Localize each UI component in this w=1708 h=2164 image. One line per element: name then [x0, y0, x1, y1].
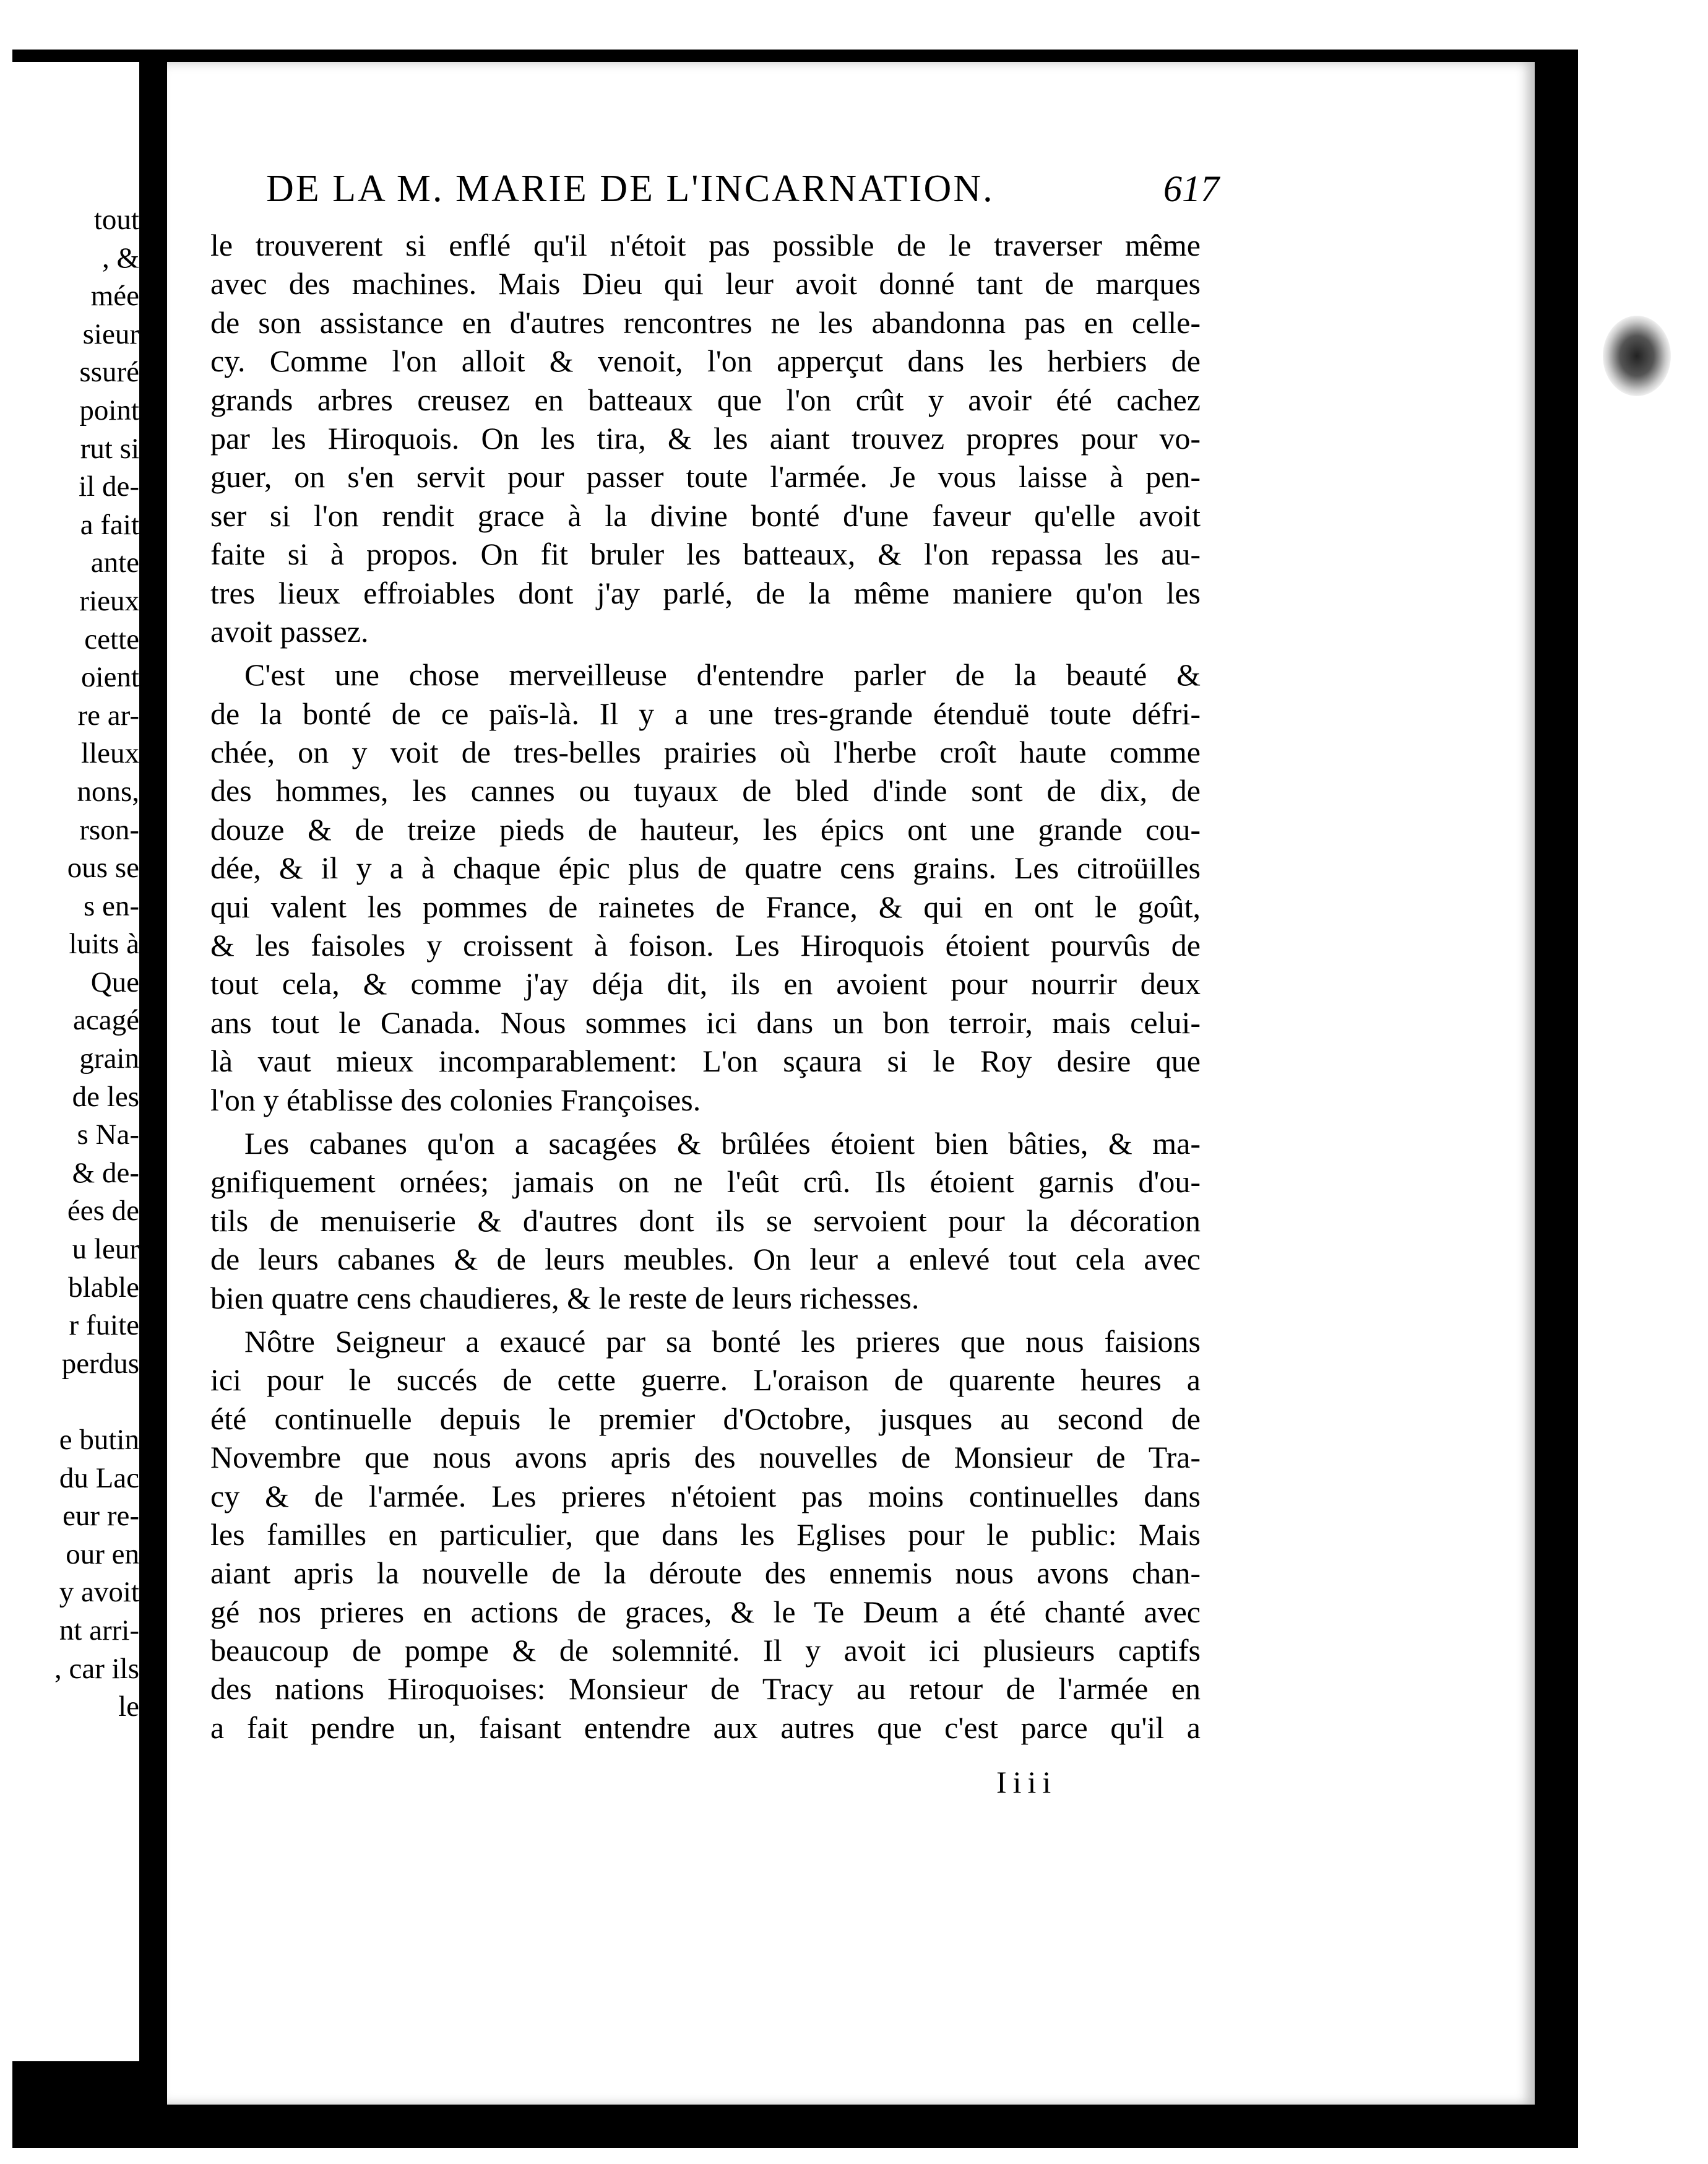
left-page-line: eur re-: [63, 1500, 139, 1533]
text-line: grands arbres creusez en batteaux que l'on crût y avoir été cachez: [210, 382, 1201, 417]
left-page-line: acagé: [73, 1004, 139, 1037]
text-line: & les faisoles y croissent à foison. Les Hiroquois étoient pourvûs de: [210, 928, 1201, 963]
left-page-line: ssuré: [79, 356, 139, 389]
text-line: tout cela, & comme j'ay déja dit, ils en avoient pour nourrir deux: [210, 966, 1201, 1002]
left-page-line: u leur: [72, 1233, 139, 1266]
text-line: beaucoup de pompe & de solemnité. Il y avoit ici plusieurs captifs: [210, 1633, 1201, 1668]
left-page-line: re ar-: [77, 699, 139, 732]
text-line: là vaut mieux incomparablement: L'on sçaura si le Roy desire que: [210, 1044, 1201, 1079]
left-page-line: e butin: [59, 1424, 139, 1456]
left-page-line: mée: [90, 280, 139, 313]
page-number: 617: [1163, 168, 1219, 209]
left-page-line: y avoit: [59, 1576, 139, 1609]
text-line: par les Hiroquois. On les tira, & les aiant trouvez propres pour vo-: [210, 420, 1201, 456]
paragraph: [210, 1124, 1201, 1317]
running-head-title: DE LA M. MARIE DE L'INCARNATION.: [266, 168, 994, 210]
left-page-line: il de-: [79, 470, 139, 503]
text-line: les familles en particulier, que dans les Eglises pour le public: Mais: [210, 1517, 1201, 1552]
left-page-lines: [54, 201, 139, 1726]
text-line: des hommes, les cannes ou tuyaux de bled d'inde sont de dix, de: [210, 773, 1201, 808]
ink-blot: [1603, 316, 1671, 396]
body-text: [210, 226, 1201, 1747]
text-line: C'est une chose merveilleuse d'entendre parler de la beauté &: [244, 657, 1201, 693]
left-page-line: rson-: [79, 813, 139, 846]
text-line: cy & de l'armée. Les prieres n'étoient pas moins continuelles dans: [210, 1478, 1201, 1513]
text-line: avec des machines. Mais Dieu qui leur avoit donné tant de marques: [210, 266, 1201, 301]
text-line: cy. Comme l'on alloit & venoit, l'on apperçut dans les herbiers de: [210, 344, 1201, 379]
running-head: [266, 167, 1219, 211]
text-line: gé nos prieres en actions de graces, & le Te Deum a été chanté avec: [210, 1594, 1201, 1629]
left-page-line: s Na-: [77, 1119, 139, 1151]
left-page-line: nons,: [77, 775, 139, 808]
text-line: Les cabanes qu'on a sacagées & brûlées étoient bien bâties, & ma-: [244, 1125, 1201, 1161]
text-line: Nôtre Seigneur a exaucé par sa bonté les prieres que nous faisions: [244, 1323, 1201, 1359]
left-page-line: du Lac: [59, 1461, 139, 1494]
text-line: douze & de treize pieds de hauteur, les épics ont une grande cou-: [210, 811, 1201, 847]
left-page-line: Que: [90, 966, 139, 998]
text-line: tres lieux effroiables dont j'ay parlé, de la même maniere qu'on les: [210, 575, 1201, 610]
left-page-line: sieur: [82, 318, 139, 350]
left-page-line: , car ils: [54, 1652, 139, 1685]
left-page-line: ante: [90, 547, 139, 579]
left-page-line: nt arri-: [59, 1614, 139, 1647]
left-page-line: our en: [66, 1538, 139, 1570]
left-page-line: ées de: [67, 1195, 139, 1227]
text-line: des nations Hiroquoises: Monsieur de Tracy au retour de l'armée en: [210, 1671, 1201, 1707]
paragraph: [210, 656, 1201, 1119]
left-page-line: blable: [68, 1271, 139, 1304]
left-page-line: oient: [81, 661, 139, 694]
left-page-line: a fait: [80, 508, 139, 541]
text-line: dée, & il y a à chaque épic plus de quatre cens grains. Les citroüilles: [210, 850, 1201, 886]
text-line: faite si à propos. On fit bruler les batteaux, & l'on repassa les au-: [210, 537, 1201, 572]
text-line: ans tout le Canada. Nous sommes ici dans un bon terroir, mais celui-: [210, 1005, 1201, 1040]
text-line: été continuelle depuis le premier d'Octobre, jusques au second de: [210, 1401, 1201, 1436]
text-line: l'on y établisse des colonies Françoises.: [210, 1082, 701, 1117]
left-page-line: lleux: [81, 737, 139, 770]
text-line: bien quatre cens chaudieres, & le reste de leurs richesses.: [210, 1280, 920, 1315]
paragraph: [210, 226, 1201, 651]
text-line: a fait pendre un, faisant entendre aux autres que c'est parce qu'il a: [210, 1710, 1201, 1745]
left-page-line: s en-: [83, 889, 139, 922]
left-page-line: ous se: [67, 852, 139, 885]
text-line: qui valent les pommes de rainetes de France, & qui en ont le goût,: [210, 889, 1201, 924]
left-page-line: perdus: [61, 1347, 139, 1380]
left-page-line: de les: [72, 1080, 139, 1113]
text-line: chée, on y voit de tres-belles prairies où l'herbe croît haute comme: [210, 735, 1201, 770]
text-line: avoit passez.: [210, 613, 369, 649]
text-line: le trouverent si enflé qu'il n'étoit pas possible de le traverser même: [210, 228, 1201, 262]
left-page-line: & de-: [72, 1156, 139, 1189]
left-page-line: luits à: [69, 928, 139, 961]
left-page-line: , &: [101, 241, 139, 274]
text-line: guer, on s'en servit pour passer toute l'armée. Je vous laisse à pen-: [210, 459, 1201, 495]
text-line: Novembre que nous avons apris des nouvelles de Monsieur de Tra-: [210, 1440, 1201, 1475]
signature-mark: Iiii: [996, 1765, 1058, 1799]
left-page-fragment: [12, 62, 139, 2061]
left-page-line: grain: [79, 1042, 139, 1075]
text-line: gnifiquement ornées; jamais on ne l'eût crû. Ils étoient garnis d'ou-: [210, 1164, 1201, 1200]
left-page-line: cette: [84, 623, 139, 656]
left-page-line: tout: [93, 204, 139, 236]
paragraph: [210, 1322, 1201, 1747]
text-line: de son assistance en d'autres rencontres ne les abandonna pas en celle-: [210, 305, 1201, 340]
left-page-line: le: [118, 1690, 139, 1723]
text-line: de la bonté de ce païs-là. Il y a une tres-grande étenduë toute défri-: [210, 696, 1201, 731]
text-line: tils de menuiserie & d'autres dont ils se servoient pour la décoration: [210, 1203, 1201, 1238]
left-page-line: point: [79, 394, 139, 426]
left-page-line: [54, 1383, 139, 1421]
left-page-line: rut si: [80, 432, 139, 465]
text-line: ser si l'on rendit grace à la divine bonté d'une faveur qu'elle avoit: [210, 498, 1201, 533]
text-line: aiant apris la nouvelle de la déroute des ennemis nous avons chan-: [210, 1556, 1201, 1591]
left-page-line: r fuite: [69, 1309, 139, 1342]
text-line: de leurs cabanes & de leurs meubles. On leur a enlevé tout cela avec: [210, 1242, 1201, 1277]
text-line: ici pour le succés de cette guerre. L'oraison de quarente heures a: [210, 1362, 1201, 1398]
left-page-line: rieux: [79, 584, 139, 617]
